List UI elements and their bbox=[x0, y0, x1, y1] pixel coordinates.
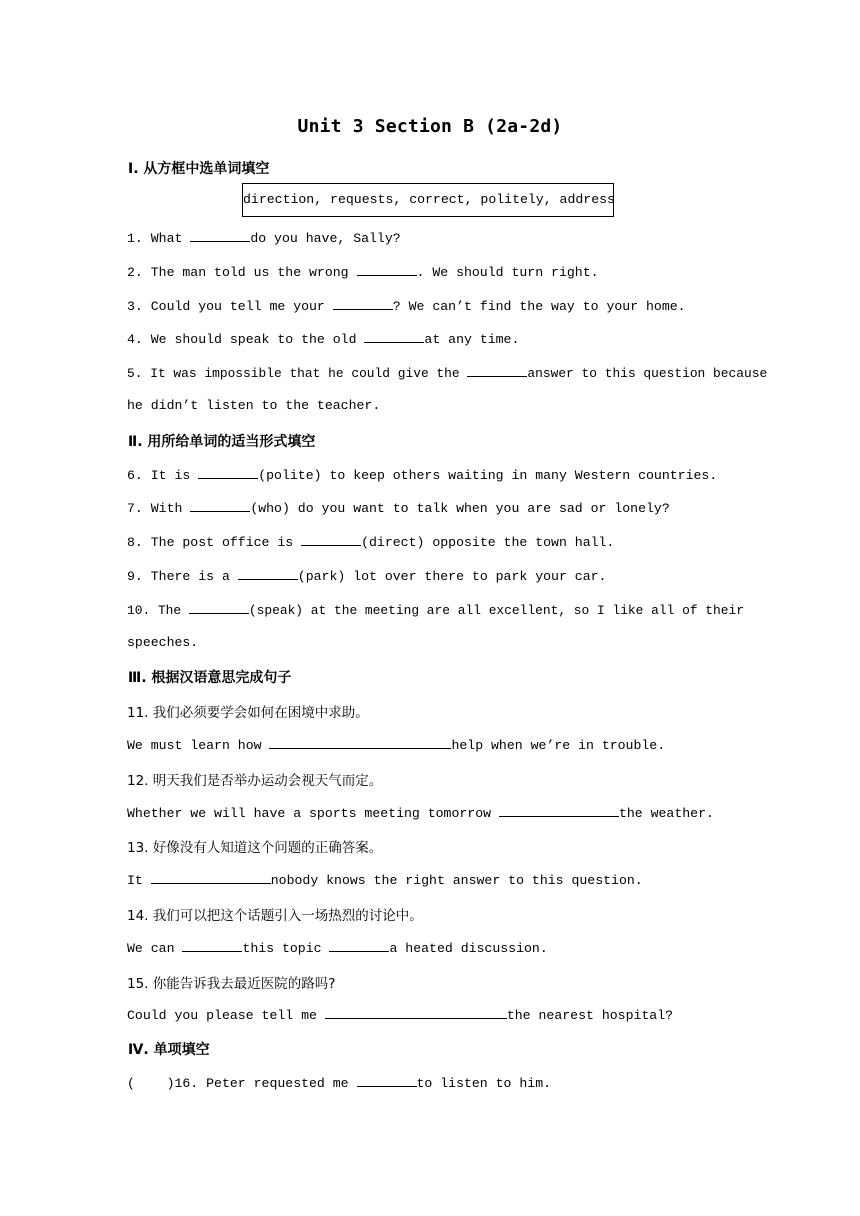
answer-blank[interactable] bbox=[189, 601, 249, 614]
question-11-chinese: 11. 我们必须要学会如何在困境中求助。 bbox=[127, 705, 369, 721]
answer-blank[interactable] bbox=[364, 330, 424, 343]
question-5-continued: he didn’t listen to the teacher. bbox=[127, 398, 381, 413]
answer-blank[interactable] bbox=[357, 1074, 417, 1087]
answer-blank[interactable] bbox=[329, 939, 389, 952]
answer-blank[interactable] bbox=[190, 499, 250, 512]
page-title: Unit 3 Section B (2a-2d) bbox=[297, 116, 563, 137]
word-box: direction, requests, correct, politely, address bbox=[242, 183, 614, 217]
answer-blank[interactable] bbox=[151, 871, 271, 884]
question-2: 2. The man told us the wrong . We should turn right. bbox=[127, 265, 599, 280]
answer-blank[interactable] bbox=[301, 533, 361, 546]
answer-blank[interactable] bbox=[333, 297, 393, 310]
answer-blank[interactable] bbox=[238, 567, 298, 580]
answer-blank[interactable] bbox=[269, 736, 451, 749]
question-11: We must learn how help when we’re in trouble. bbox=[127, 738, 666, 753]
answer-blank[interactable] bbox=[467, 364, 527, 377]
answer-blank[interactable] bbox=[182, 939, 242, 952]
answer-blank[interactable] bbox=[357, 263, 417, 276]
question-3: 3. Could you tell me your ? We can’t find the way to your home. bbox=[127, 299, 686, 314]
question-8: 8. The post office is (direct) opposite the town hall. bbox=[127, 535, 615, 550]
question-10-continued: speeches. bbox=[127, 635, 199, 650]
question-13-chinese: 13. 好像没有人知道这个问题的正确答案。 bbox=[127, 840, 383, 856]
question-1: 1. What do you have, Sally? bbox=[127, 231, 401, 246]
question-16: ( )16. Peter requested me to listen to him. bbox=[127, 1076, 552, 1091]
answer-blank[interactable] bbox=[325, 1006, 507, 1019]
question-6: 6. It is (polite) to keep others waiting in many Western countries. bbox=[127, 468, 718, 483]
section-heading-3: Ⅲ. 根据汉语意思完成句子 bbox=[128, 670, 292, 686]
question-15: Could you please tell me the nearest hospital? bbox=[127, 1008, 674, 1023]
section-heading-1: Ⅰ. 从方框中选单词填空 bbox=[128, 161, 270, 177]
question-9: 9. There is a (park) lot over there to park your car. bbox=[127, 569, 607, 584]
answer-blank[interactable] bbox=[190, 229, 250, 242]
question-15-chinese: 15. 你能告诉我去最近医院的路吗? bbox=[127, 976, 336, 992]
question-5: 5. It was impossible that he could give the answer to this question because bbox=[127, 366, 768, 381]
question-14: We can this topic a heated discussion. bbox=[127, 941, 548, 956]
answer-blank[interactable] bbox=[499, 804, 619, 817]
section-heading-2: Ⅱ. 用所给单词的适当形式填空 bbox=[128, 434, 316, 450]
question-7: 7. With (who) do you want to talk when you are sad or lonely? bbox=[127, 501, 670, 516]
question-14-chinese: 14. 我们可以把这个话题引入一场热烈的讨论中。 bbox=[127, 908, 423, 924]
question-12: Whether we will have a sports meeting tomorrow the weather. bbox=[127, 806, 714, 821]
question-4: 4. We should speak to the old at any time. bbox=[127, 332, 520, 347]
section-heading-4: Ⅳ. 单项填空 bbox=[128, 1042, 210, 1058]
question-10: 10. The (speak) at the meeting are all excellent, so I like all of their bbox=[127, 603, 744, 618]
question-13: It nobody knows the right answer to this question. bbox=[127, 873, 643, 888]
question-12-chinese: 12. 明天我们是否举办运动会视天气而定。 bbox=[127, 773, 383, 789]
answer-blank[interactable] bbox=[198, 466, 258, 479]
